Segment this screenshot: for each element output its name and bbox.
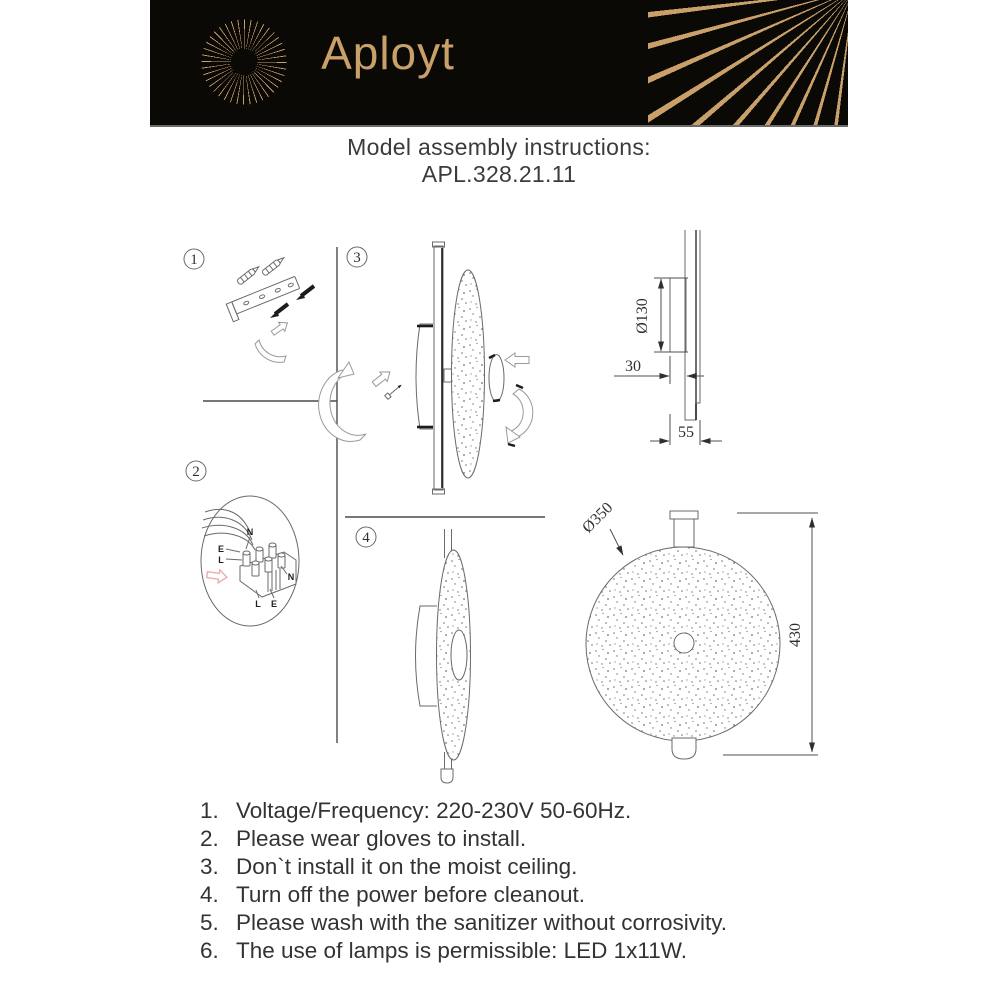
item-number: 1. — [200, 798, 219, 823]
step-1-badge — [184, 249, 204, 269]
item-text: The use of lamps is permissible: LED 1x11W. — [236, 938, 688, 963]
model-number: APL.328.21.11 — [421, 161, 577, 187]
wire-label-l2: L — [255, 599, 261, 609]
svg-text:4: 4 — [362, 530, 370, 546]
brand-name: Aployt — [321, 27, 455, 79]
twist-arrow-icon — [506, 385, 533, 446]
item-text: Turn off the power before cleanout. — [236, 882, 585, 907]
wall-anchor-icon — [236, 264, 260, 285]
screw-icon — [385, 383, 404, 400]
item-number: 2. — [200, 826, 219, 851]
step-2-wiring-diagram — [201, 496, 299, 626]
direction-arrow-icon — [269, 318, 290, 337]
item-text: Please wear gloves to install. — [236, 826, 527, 851]
tech-drawing-front-view — [579, 499, 818, 759]
item-number: 4. — [200, 882, 219, 907]
wire-label-n: N — [246, 527, 254, 537]
list-item — [200, 909, 860, 937]
step-2-badge — [186, 461, 206, 481]
wall-anchor-icon — [261, 255, 285, 276]
list-item — [200, 797, 860, 825]
diffuser-side-view — [452, 270, 485, 478]
list-item — [200, 881, 860, 909]
svg-text:1: 1 — [190, 252, 198, 268]
push-arrow-icon — [370, 367, 393, 389]
svg-text:3: 3 — [353, 250, 361, 266]
list-item — [200, 937, 860, 965]
tech-drawing-side-view — [614, 230, 722, 445]
screw-icon — [270, 286, 314, 318]
item-text: Don`t install it on the moist ceiling. — [236, 854, 578, 879]
dim-front-diameter: Ø350 — [579, 499, 617, 537]
wire-label-l: L — [218, 555, 224, 565]
step-4-assembled-diagram — [416, 529, 471, 783]
step-3-mounting-diagram — [319, 242, 533, 494]
dim-front-height: 430 — [787, 623, 804, 647]
step-1-bracket-diagram — [226, 255, 314, 362]
sunburst-logo-icon — [198, 16, 290, 108]
list-item — [200, 853, 860, 881]
dim-side-diameter: Ø130 — [634, 298, 651, 334]
wire-label-n2: N — [287, 572, 295, 582]
svg-text:2: 2 — [192, 464, 200, 480]
title-block — [150, 134, 848, 188]
bracket-strap — [255, 340, 286, 362]
terminal-block — [240, 543, 296, 597]
press-arrow-icon — [505, 353, 529, 367]
step-3-badge — [347, 247, 367, 267]
instruction-list — [200, 797, 860, 965]
page-title: Model assembly instructions: — [347, 134, 651, 160]
wire-label-e: E — [217, 544, 225, 554]
item-text: Voltage/Frequency: 220-230V 50-60Hz. — [236, 798, 632, 823]
item-text: Please wash with the sanitizer without corrosivity. — [236, 910, 728, 935]
step-4-badge — [356, 527, 376, 547]
brand-banner — [150, 0, 848, 127]
item-number: 5. — [200, 910, 219, 935]
rotate-arrow-icon — [319, 362, 366, 441]
decorative-rays-icon — [648, 0, 848, 125]
list-item — [200, 825, 860, 853]
wire-label-e2: E — [270, 599, 278, 609]
item-number: 6. — [200, 938, 219, 963]
assembly-diagrams — [150, 230, 850, 790]
insert-arrow-icon — [206, 568, 228, 584]
dim-side-depth: 55 — [678, 424, 694, 441]
dim-side-offset: 30 — [625, 358, 641, 375]
item-number: 3. — [200, 854, 219, 879]
